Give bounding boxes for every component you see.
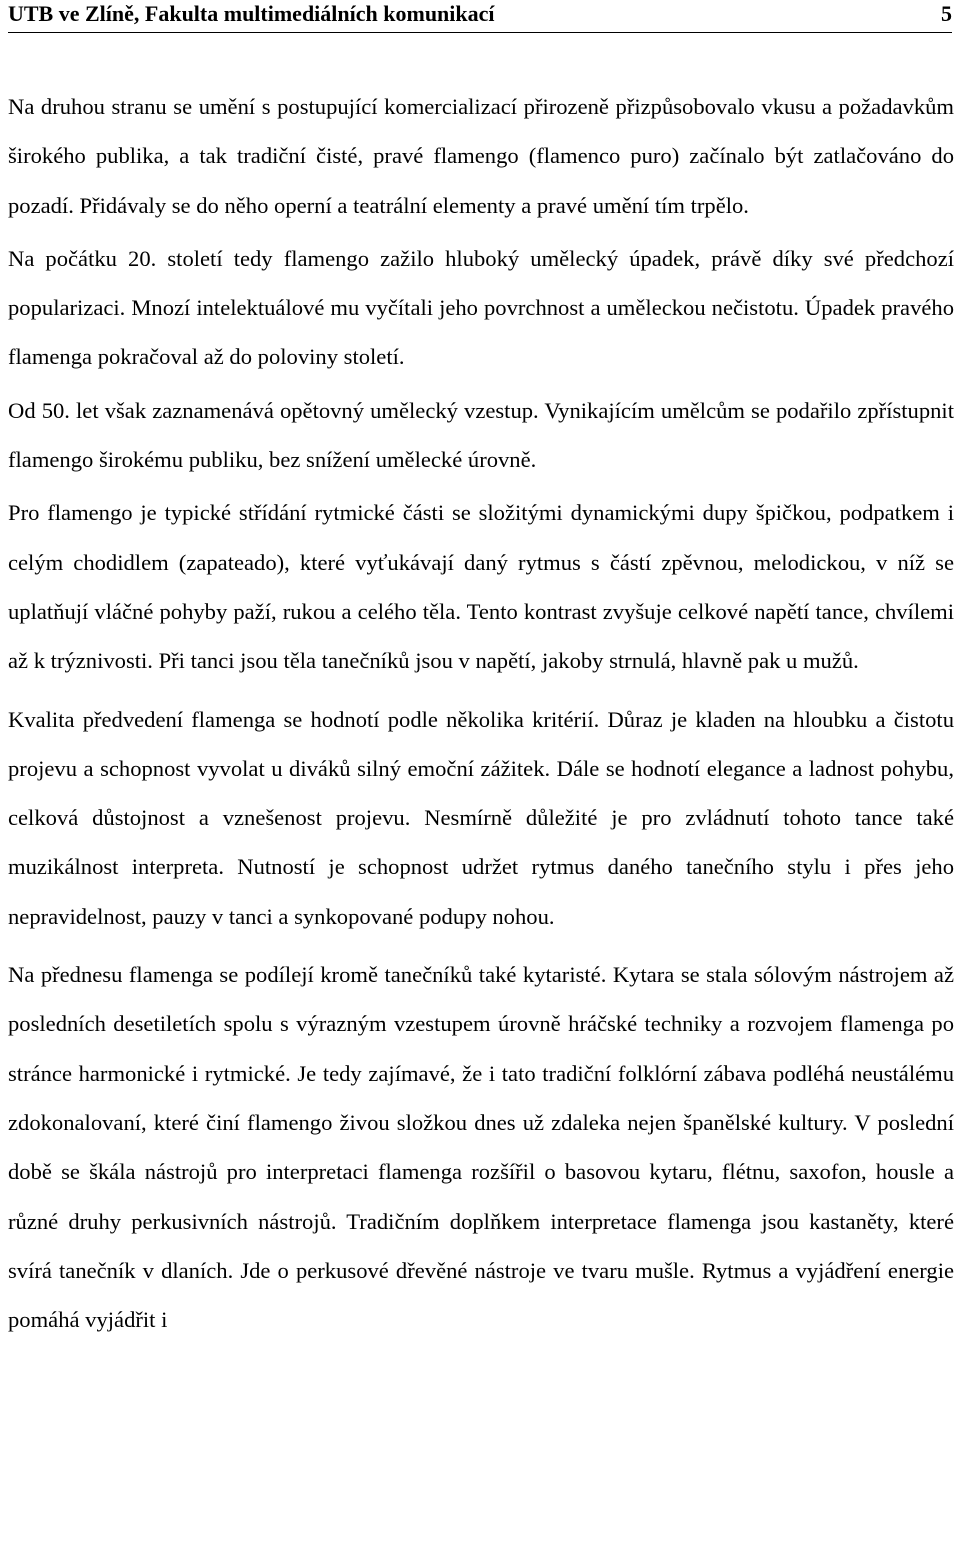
page-header (8, 0, 952, 33)
header-title: UTB ve Zlíně, Fakulta multimediálních komunikací (8, 1, 495, 26)
paragraph: Na druhou stranu se umění s postupující komercializací přirozeně přizpůsobovalo vkusu a požadavkům širokého publika, a tak tradiční čisté, pravé flamengo (flamenco puro) začínalo být zatlačováno do pozadí. Přidávaly se do něho operní a teatrální elementy a pravé umění tím trpělo. (8, 94, 954, 218)
page-number: 5 (941, 1, 952, 26)
paragraph: Na přednesu flamenga se podílejí kromě tanečníků také kytaristé. Kytara se stala sólovým nástrojem až posledních desetiletích spolu s výrazným vzestupem úrovně hráčské techniky a rozvojem flamenga po stránce harmonické i rytmické. Je tedy zajímavé, že i tato tradiční folklórní zábava podléhá neustálému zdokonalovaní, které činí flamengo živou složkou dnes už zdaleka nejen španělské kultury. V poslední době se škála nástrojů pro interpretaci flamenga rozšířil o basovou kytaru, flétnu, saxofon, housle a různé druhy perkusivních nástrojů. Tradičním doplňkem interpretace flamenga jsou kastaněty, které svírá tanečník v dlaních. Jde o perkusové dřevěné nástroje ve tvaru mušle. Rytmus a vyjádření energie pomáhá vyjádřit i (8, 962, 954, 1333)
paragraph: Kvalita předvedení flamenga se hodnotí podle několika kritérií. Důraz je kladen na hloubku a čistotu projevu a schopnost vyvolat u diváků silný emoční zážitek. Dále se hodnotí elegance a ladnost pohybu, celková důstojnost a vznešenost projevu. Nesmírně důležité je pro zvládnutí tohoto tance také muzikálnost interpreta. Nutností je schopnost udržet rytmus daného tanečního stylu i přes jeho nepravidelnost, pauzy v tanci a synkopované podupy nohou. (8, 706, 954, 929)
paragraph: Pro flamengo je typické střídání rytmické části se složitými dynamickými dupy špičkou, podpatkem i celým chodidlem (zapateado), které vyťukávají daný rytmus s částí zpěvnou, melodickou, v níž se uplatňují vláčné pohyby paží, rukou a celého těla. Tento kontrast zvyšuje celkové napětí tance, chvílemi až k trýznivosti. Při tanci jsou těla tanečníků jsou v napětí, jakoby strnulá, hlavně pak u mužů. (8, 500, 954, 674)
body-text (8, 82, 954, 1353)
paragraph: Od 50. let však zaznamenává opětovný umělecký vzestup. Vynikajícím umělcům se podařilo zpřístupnit flamengo širokému publiku, bez snížení umělecké úrovně. (8, 397, 954, 473)
paragraph: Na počátku 20. století tedy flamengo zažilo hluboký umělecký úpadek, právě díky své předchozí popularizaci. Mnozí intelektuálové mu vyčítali jeho povrchnost a uměleckou nečistotu. Úpadek pravého flamenga pokračoval až do poloviny století. (8, 245, 954, 370)
